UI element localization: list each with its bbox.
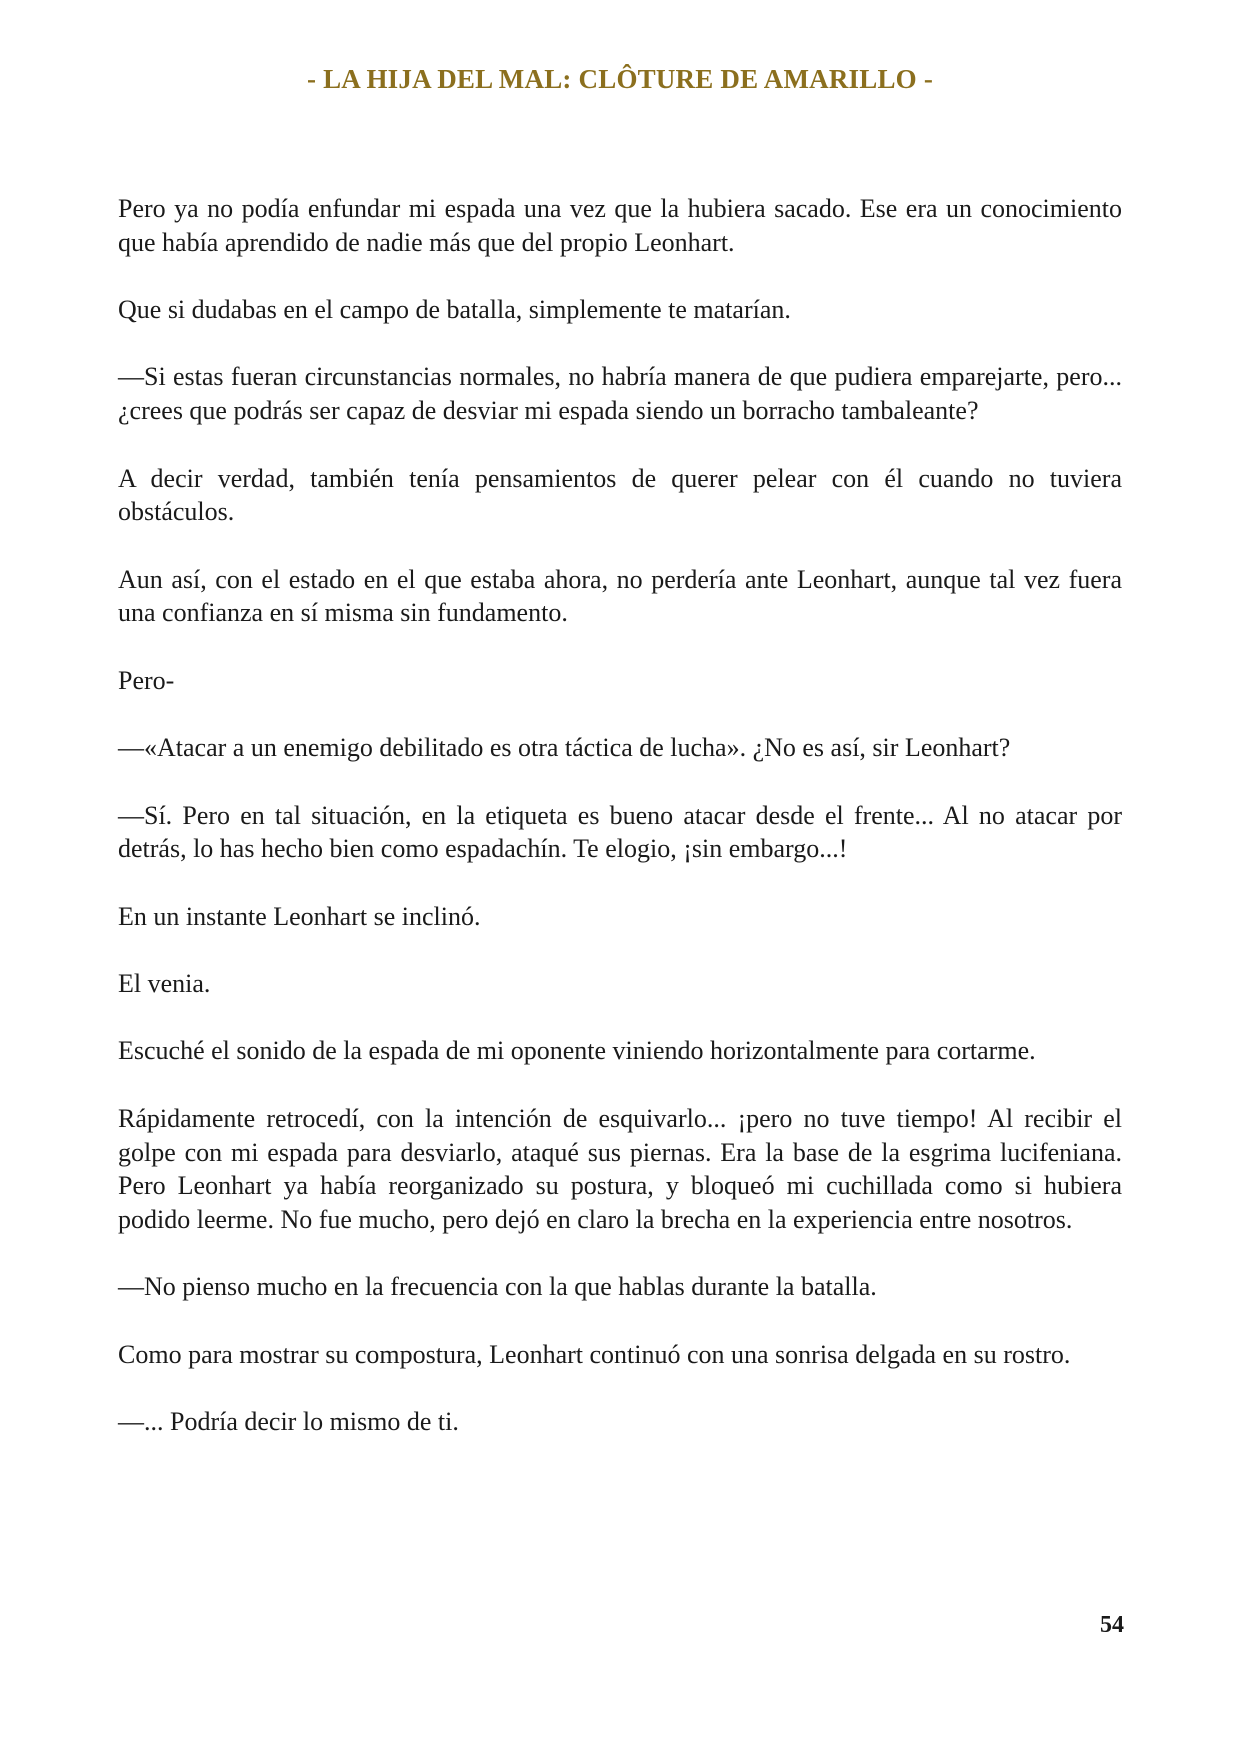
paragraph: —No pienso mucho en la frecuencia con la que hablas durante la batalla. (118, 1272, 877, 1302)
paragraph: Escuché el sonido de la espada de mi oponente viniendo horizontalmente para cortarme. (118, 1036, 1036, 1066)
paragraph: Que si dudabas en el campo de batalla, simplemente te matarían. (118, 295, 791, 325)
paragraph: —Si estas fueran circunstancias normales, no habría manera de que pudiera emparejarte, pero... ¿crees que podrás ser capaz de desviar mi espada siendo un borracho tambaleante? (118, 362, 1122, 426)
paragraph: El venia. (118, 969, 211, 999)
paragraph: Como para mostrar su compostura, Leonhart continuó con una sonrisa delgada en su rostro. (118, 1339, 1071, 1369)
body-text (118, 192, 1122, 1472)
running-header: - LA HIJA DEL MAL: CLÔTURE DE AMARILLO - (306, 64, 934, 94)
page-number: 54 (1100, 1612, 1124, 1638)
paragraph: Pero- (118, 665, 175, 695)
paragraph: A decir verdad, también tenía pensamientos de querer pelear con él cuando no tuviera obstáculos. (118, 463, 1122, 527)
paragraph: En un instante Leonhart se inclinó. (118, 901, 481, 931)
paragraph: Aun así, con el estado en el que estaba ahora, no perdería ante Leonhart, aunque tal vez fuera una confianza en sí misma sin fundamento. (118, 564, 1122, 628)
paragraph: —... Podría decir lo mismo de ti. (118, 1407, 459, 1437)
paragraph: —«Atacar a un enemigo debilitado es otra táctica de lucha». ¿No es así, sir Leonhart? (118, 733, 1011, 763)
paragraph: —Sí. Pero en tal situación, en la etiqueta es bueno atacar desde el frente... Al no atacar por detrás, lo has hecho bien como espadachín. Te elogio, ¡sin embargo...! (118, 800, 1122, 864)
paragraph: Pero ya no podía enfundar mi espada una vez que la hubiera sacado. Ese era un conocimiento que había aprendido de nadie más que del propio Leonhart. (118, 194, 1122, 257)
paragraph: Rápidamente retrocedí, con la intención de esquivarlo... ¡pero no tuve tiempo! Al recibir el golpe con mi espada para desviarlo, ataqué sus piernas. Era la base de la esgrima lucifeniana. Pero Leonhart ya había reorganizado su postura, y bloqueó mi cuchillada como si hubiera podido leerme. No fue mucho, pero dejó en claro la brecha en la experiencia entre nosotros. (118, 1103, 1122, 1234)
